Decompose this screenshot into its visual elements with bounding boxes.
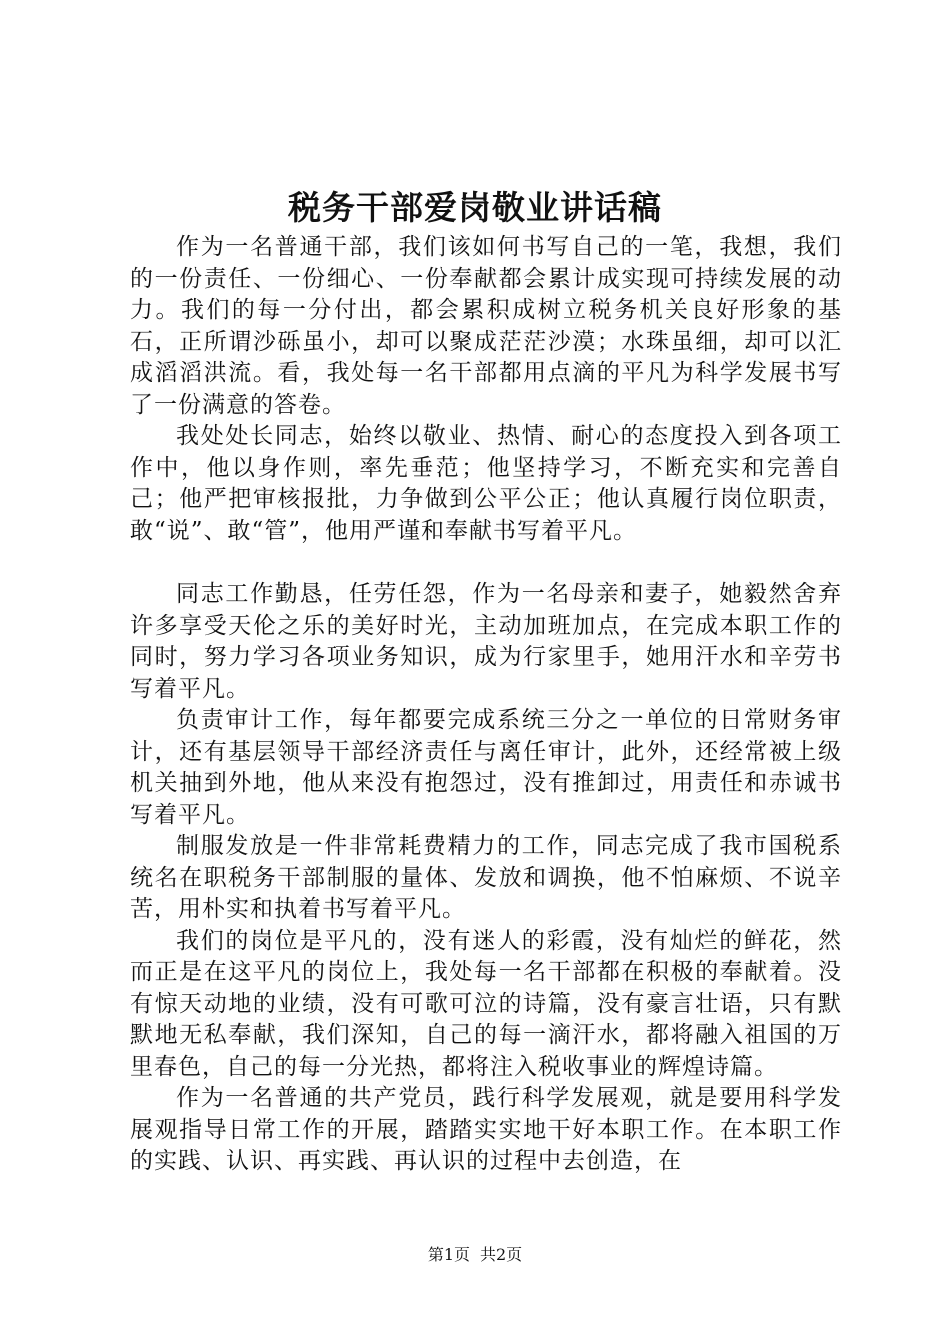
page-number: 第1页 [427,1245,470,1264]
paragraph-1: 作为一名普通干部，我们该如何书写自己的一笔，我想，我们的一份责任、一份细心、一份奉献都会累计成实现可持续发展的动力。我们的每一分付出，都会累积成树立税务机关良好形象的基石，正所谓沙砾虽小，却可以聚成茫茫沙漠；水珠虽细，却可以汇成滔滔洪流。看，我处每一名干部都用点滴的平凡为科学发展书写了一份满意的答卷。 [130,234,842,418]
paragraph-6: 我们的岗位是平凡的，没有迷人的彩霞，没有灿烂的鲜花，然而正是在这平凡的岗位上，我处每一名干部都在积极的奉献着。没有惊天动地的业绩，没有可歌可泣的诗篇，没有豪言壮语，只有默默地无私奉献，我们深知，自己的每一滴汗水，都将融入祖国的万里春色，自己的每一分光热，都将注入税收事业的辉煌诗篇。 [130,927,842,1080]
document-body [130,232,842,1178]
paragraph-spacer [130,547,842,579]
paragraph-5: 制服发放是一件非常耗费精力的工作，同志完成了我市国税系统名在职税务干部制服的量体、发放和调换，他不怕麻烦、不说辛苦，用朴实和执着书写着平凡。 [130,833,842,922]
page-total: 共2页 [480,1245,523,1264]
paragraph-2: 我处处长同志，始终以敬业、热情、耐心的态度投入到各项工作中，他以身作则，率先垂范；他坚持学习，不断充实和完善自己；他严把审核报批，力争做到公平公正；他认真履行岗位职责，敢“说”、敢“管”，他用严谨和奉献书写着平凡。 [130,423,842,544]
document-title: 税务干部爱岗敬业讲话稿 [288,188,662,227]
paragraph-3: 同志工作勤恳，任劳任怨，作为一名母亲和妻子，她毅然舍弃许多享受天伦之乐的美好时光，主动加班加点，在完成本职工作的同时，努力学习各项业务知识，成为行家里手，她用汗水和辛劳书写着平凡。 [130,581,842,702]
page-footer [0,1244,950,1266]
paragraph-4: 负责审计工作，每年都要完成系统三分之一单位的日常财务审计，还有基层领导干部经济责任与离任审计，此外，还经常被上级机关抽到外地，他从来没有抱怨过，没有推卸过，用责任和赤诚书写着平凡。 [130,707,842,828]
paragraph-7: 作为一名普通的共产党员，践行科学发展观，就是要用科学发展观指导日常工作的开展，踏踏实实地干好本职工作。在本职工作的实践、认识、再实践、再认识的过程中去创造，在 [130,1085,842,1174]
